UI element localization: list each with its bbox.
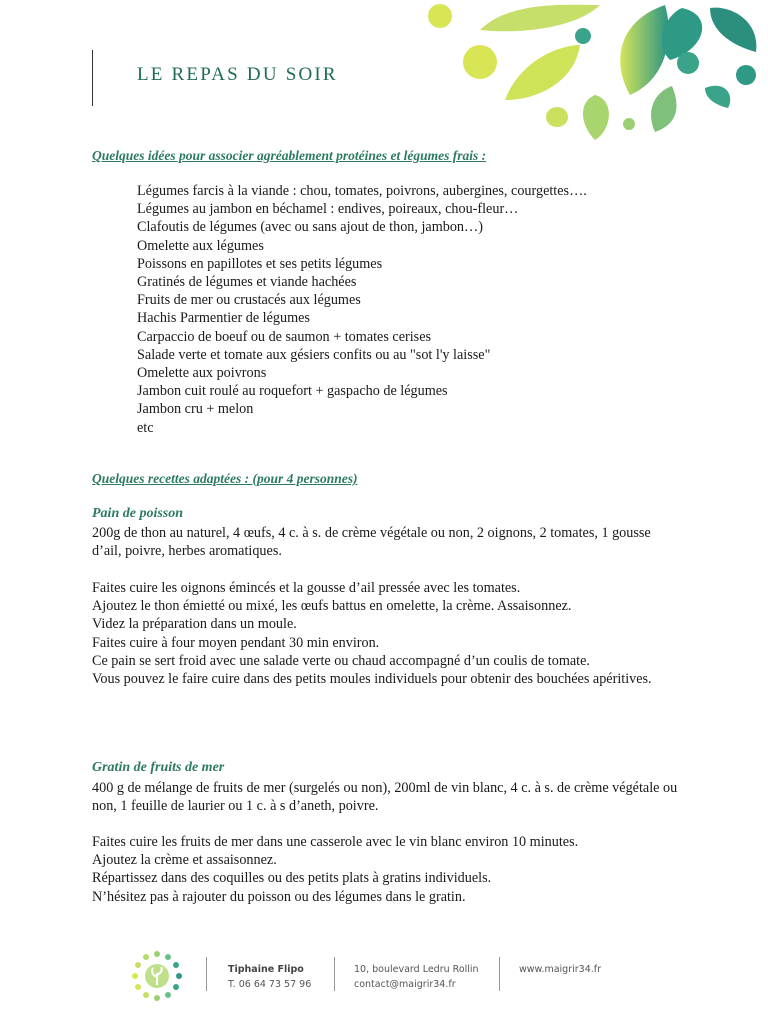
leaf-shape bbox=[710, 8, 756, 52]
footer-phone: T. 06 64 73 57 96 bbox=[228, 979, 312, 990]
ideas-heading: Quelques idées pour associer agréablement protéines et légumes frais : bbox=[92, 148, 487, 163]
footer-address-block bbox=[354, 962, 479, 992]
recipe-title-pain: Pain de poisson bbox=[92, 506, 184, 521]
recipe-steps-gratin bbox=[92, 833, 682, 906]
footer-address: 10, boulevard Ledru Rollin bbox=[354, 964, 479, 975]
footer-divider bbox=[334, 957, 335, 991]
recipe-step: Ajoutez la crème et assaisonnez. bbox=[92, 852, 277, 869]
page-title: LE REPAS DU SOIR bbox=[137, 64, 338, 85]
list-item: Omelette aux légumes bbox=[137, 237, 264, 254]
recipe-step: Faites cuire à four moyen pendant 30 min environ. bbox=[92, 634, 380, 651]
leaf-dot bbox=[736, 65, 756, 85]
leaf-shape bbox=[583, 95, 609, 140]
recipes-heading: Quelques recettes adaptées : (pour 4 personnes) bbox=[92, 471, 358, 486]
leaf-shape bbox=[505, 45, 580, 100]
list-item: Gratinés de légumes et viande hachées bbox=[137, 274, 357, 291]
footer-name: Tiphaine Flipo bbox=[228, 964, 304, 975]
list-item: etc bbox=[137, 419, 154, 436]
leaf-dot bbox=[677, 52, 699, 74]
list-item: Hachis Parmentier de légumes bbox=[137, 310, 310, 327]
leaf-shape bbox=[705, 86, 730, 108]
footer-website[interactable]: www.maigrir34.fr bbox=[519, 964, 602, 975]
footer-contact-name bbox=[228, 962, 311, 992]
list-item: Légumes au jambon en béchamel : endives, poireaux, chou-fleur… bbox=[137, 201, 519, 218]
footer bbox=[0, 945, 768, 1005]
list-item: Clafoutis de légumes (avec ou sans ajout de thon, jambon…) bbox=[137, 219, 483, 236]
footer-website-block bbox=[519, 962, 601, 977]
list-item: Carpaccio de boeuf ou de saumon + tomates cerises bbox=[137, 328, 432, 345]
list-item: Jambon cuit roulé au roquefort + gaspacho de légumes bbox=[137, 383, 448, 400]
list-item: Fruits de mer ou crustacés aux légumes bbox=[137, 292, 361, 309]
header-divider bbox=[92, 50, 93, 106]
recipe-step: Ajoutez le thon émietté ou mixé, les œufs battus en omelette, la crème. Assaisonnez. bbox=[92, 598, 572, 615]
recipe-ingredients-gratin: 400 g de mélange de fruits de mer (surgelés ou non), 200ml de vin blanc, 4 c. à s. de crème végétale ou non, 1 feuille de laurier ou 1 c. à s d’aneth, poivre. bbox=[92, 780, 678, 815]
recipe-step: N’hésitez pas à rajouter du poisson ou des légumes dans le gratin. bbox=[92, 888, 466, 905]
footer-email[interactable]: contact@maigrir34.fr bbox=[354, 979, 456, 990]
recipe-title-gratin: Gratin de fruits de mer bbox=[92, 760, 225, 775]
leaf-shape bbox=[662, 8, 703, 60]
footer-divider bbox=[206, 957, 207, 991]
leaf-dot bbox=[428, 4, 452, 28]
recipe-step: Ce pain se sert froid avec une salade verte ou chaud accompagné d’un coulis de tomate. bbox=[92, 652, 590, 669]
recipe-step: Vous pouvez le faire cuire dans des petits moules individuels pour obtenir des bouchées apéritives. bbox=[92, 671, 652, 688]
leaf-dot bbox=[575, 28, 591, 44]
leaf-shape bbox=[651, 86, 677, 132]
leaf-dot bbox=[623, 118, 635, 130]
list-item: Jambon cru + melon bbox=[137, 401, 254, 418]
list-item: Poissons en papillotes et ses petits légumes bbox=[137, 255, 383, 272]
leaf-decoration bbox=[420, 0, 768, 150]
leaf-dot bbox=[546, 107, 568, 127]
recipe-steps-pain bbox=[92, 579, 682, 688]
ideas-list bbox=[137, 182, 587, 437]
list-item: Salade verte et tomate aux gésiers confits ou au "sot l'y laisse" bbox=[137, 346, 491, 363]
recipe-step: Répartissez dans des coquilles ou des petits plats à gratins individuels. bbox=[92, 870, 492, 887]
recipe-step: Videz la préparation dans un moule. bbox=[92, 616, 297, 633]
list-item: Légumes farcis à la viande : chou, tomates, poivrons, aubergines, courgettes…. bbox=[137, 183, 587, 199]
recipe-step: Faites cuire les fruits de mer dans une casserole avec le vin blanc environ 10 minutes. bbox=[92, 834, 579, 850]
leaf-shape bbox=[480, 5, 600, 32]
footer-divider bbox=[499, 957, 500, 991]
recipe-ingredients-pain: 200g de thon au naturel, 4 œufs, 4 c. à s. de crème végétale ou non, 2 oignons, 2 tomates, 1 gousse d’ail, poivre, herbes aromatiques. bbox=[92, 525, 651, 560]
leaf-dot bbox=[463, 45, 497, 79]
leaf-shape bbox=[620, 5, 668, 95]
list-item: Omelette aux poivrons bbox=[137, 365, 267, 382]
logo-icon bbox=[130, 949, 184, 1003]
recipe-step: Faites cuire les oignons émincés et la gousse d’ail pressée avec les tomates. bbox=[92, 580, 521, 596]
